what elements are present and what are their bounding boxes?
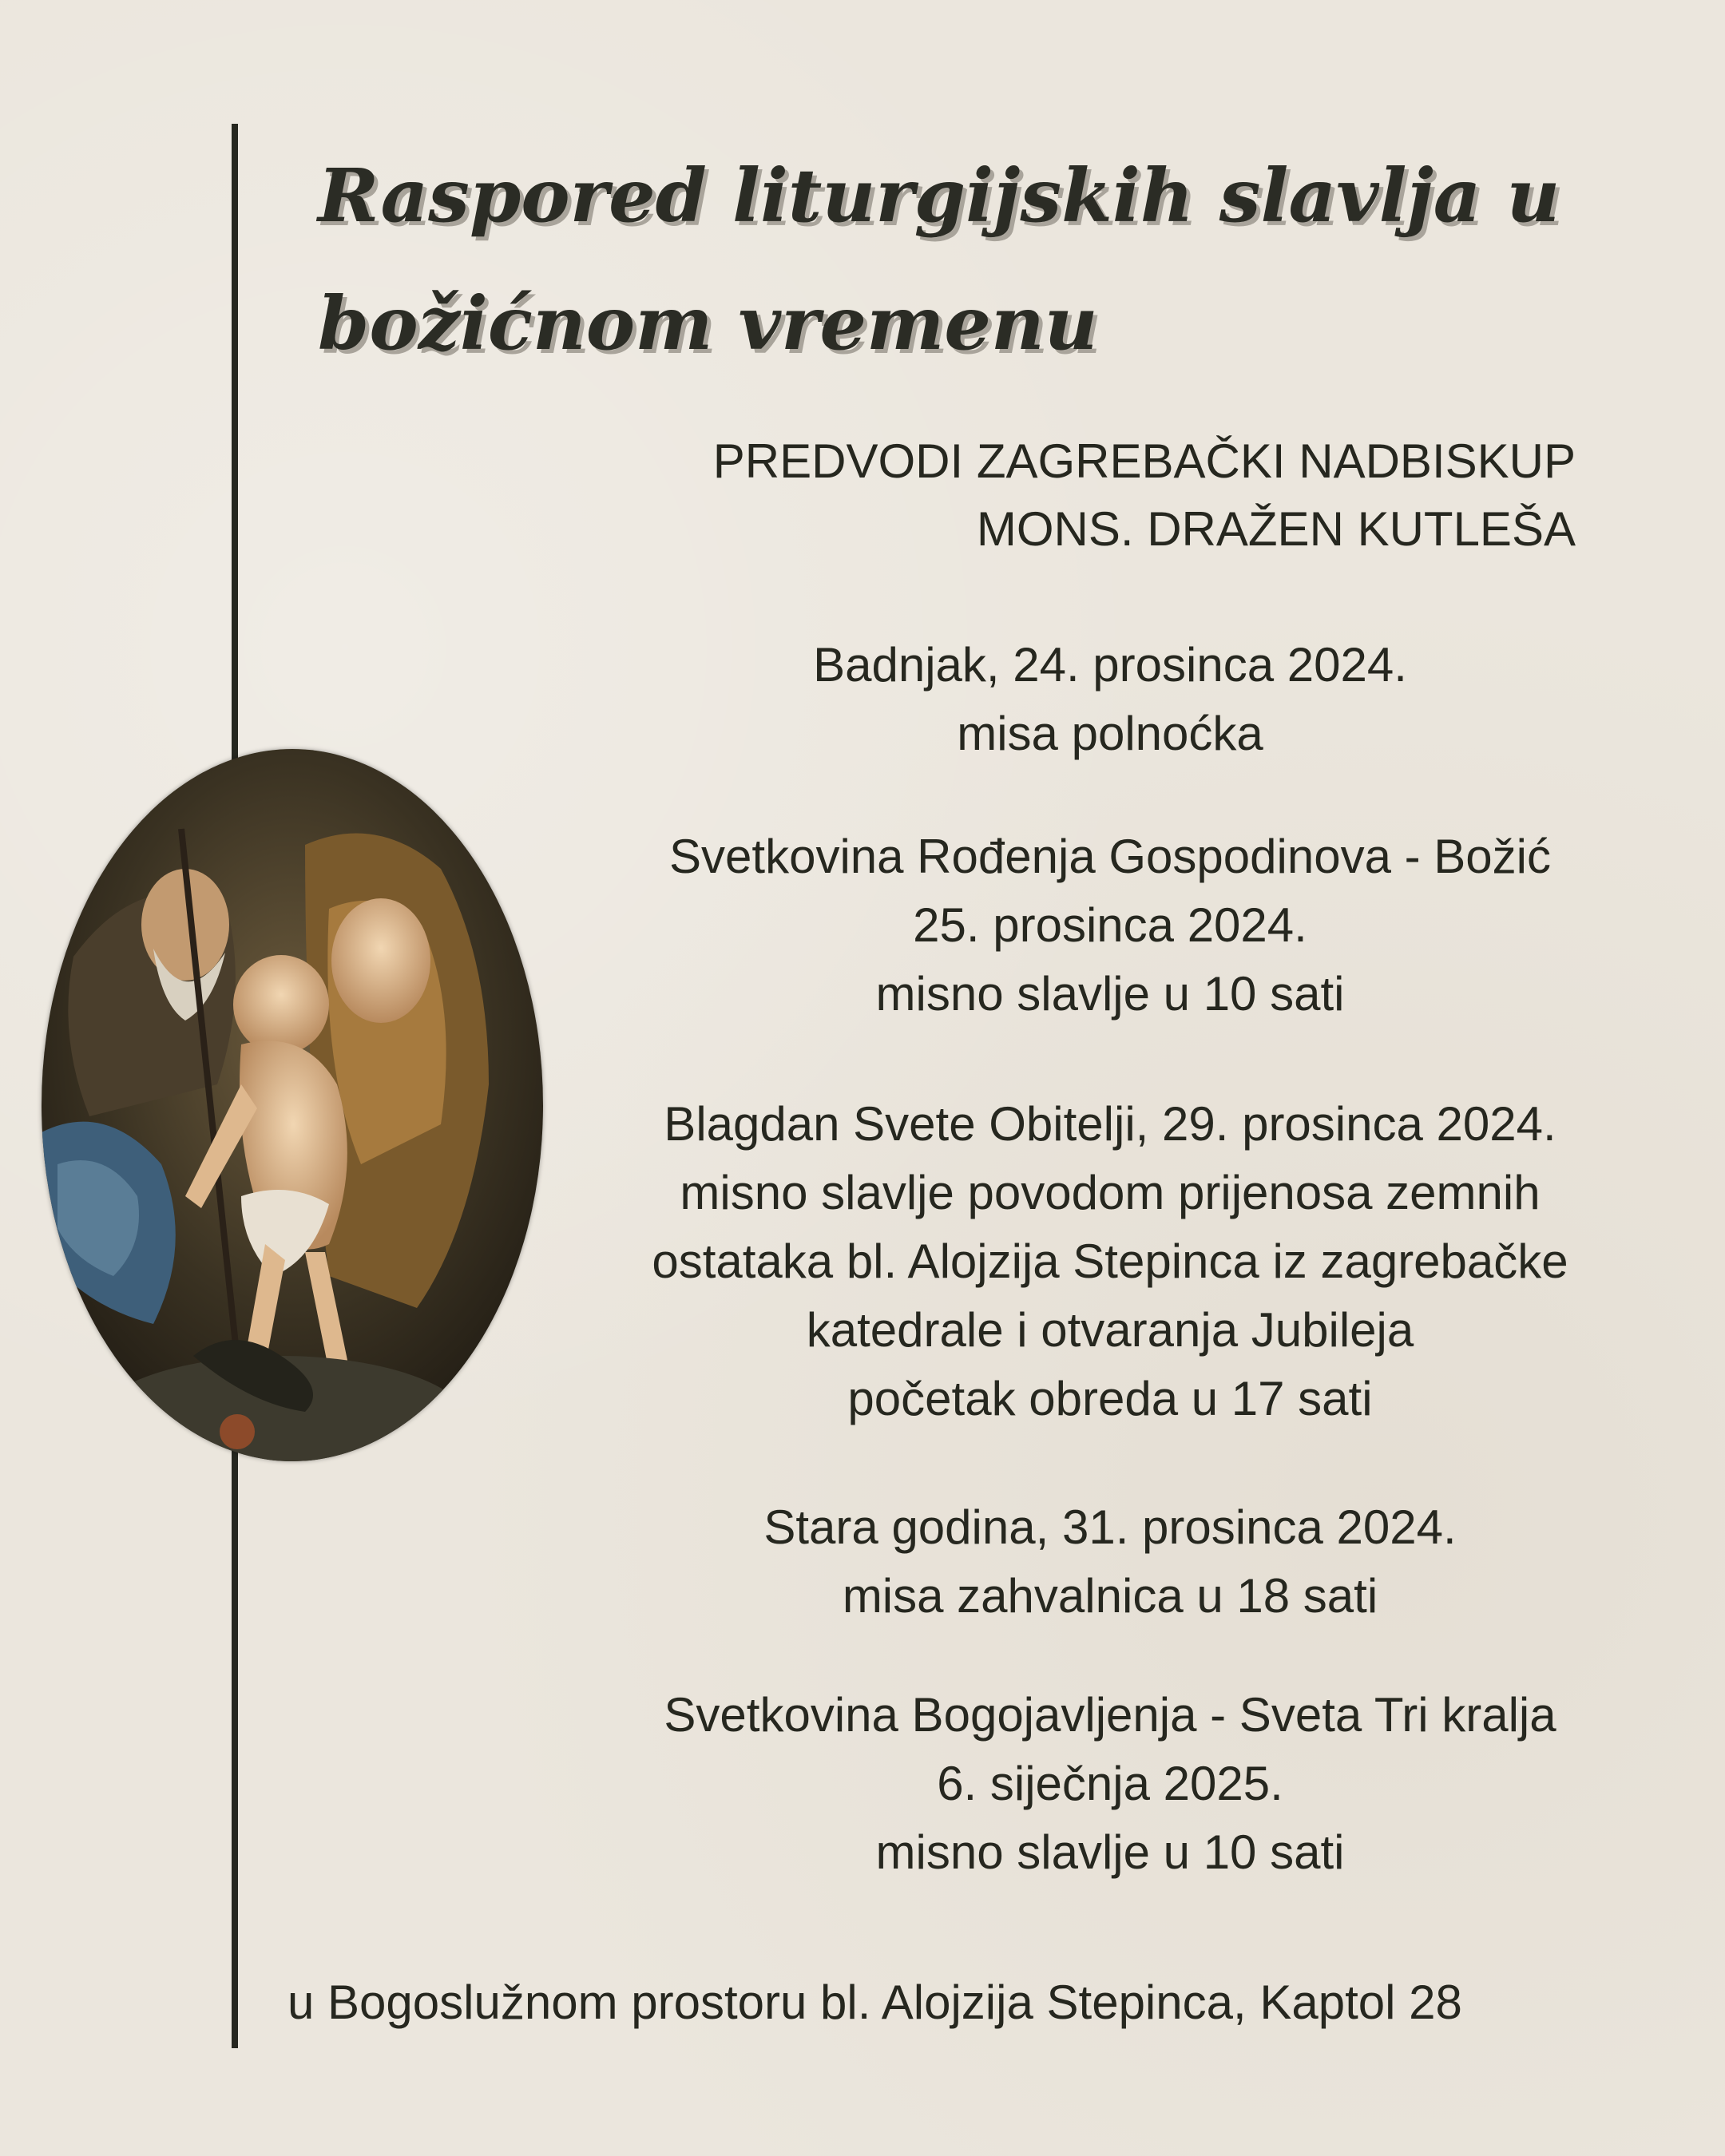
event-line: 25. prosinca 2024. xyxy=(913,898,1307,952)
vertical-rule-bottom xyxy=(232,1429,238,2048)
event-christmas-eve xyxy=(559,631,1661,768)
event-line: misno slavlje povodom prijenosa zemnih xyxy=(680,1166,1541,1219)
event-christmas-day xyxy=(559,822,1661,1028)
event-line: Svetkovina Rođenja Gospodinova - Božić xyxy=(669,830,1551,883)
presider-block xyxy=(713,427,1576,563)
event-line: misa polnoćka xyxy=(957,707,1263,760)
page-title-line-1: Raspored liturgijskih slavlja u xyxy=(318,153,1560,239)
event-holy-family xyxy=(559,1090,1661,1433)
event-line: misno slavlje u 10 sati xyxy=(875,967,1345,1021)
event-line: Badnjak, 24. prosinca 2024. xyxy=(813,638,1407,692)
event-epiphany xyxy=(559,1681,1661,1887)
event-line: Blagdan Svete Obitelji, 29. prosinca 2024. xyxy=(664,1097,1556,1151)
event-line: katedrale i otvaranja Jubileja xyxy=(806,1303,1414,1357)
event-new-years-eve xyxy=(559,1493,1661,1631)
page-title xyxy=(318,132,1628,387)
vertical-rule-top xyxy=(232,124,238,771)
event-line: misa zahvalnica u 18 sati xyxy=(842,1569,1378,1623)
presider-line-1: PREDVODI ZAGREBAČKI NADBISKUP xyxy=(712,434,1576,488)
event-line: misno slavlje u 10 sati xyxy=(875,1825,1345,1879)
event-line: Stara godina, 31. prosinca 2024. xyxy=(763,1500,1457,1554)
page-title-line-2: božićnom vremenu xyxy=(318,280,1098,367)
location-note: u Bogoslužnom prostoru bl. Alojzija Stepinca, Kaptol 28 xyxy=(288,1976,1462,2029)
event-line: Svetkovina Bogojavljenja - Sveta Tri kralja xyxy=(664,1688,1556,1742)
event-line: početak obreda u 17 sati xyxy=(847,1372,1373,1425)
event-line: 6. siječnja 2025. xyxy=(937,1757,1283,1810)
presider-line-2: MONS. DRAŽEN KUTLEŠA xyxy=(976,502,1576,556)
holy-family-painting xyxy=(42,749,543,1461)
holy-family-painting-image xyxy=(42,749,543,1461)
event-line: ostataka bl. Alojzija Stepinca iz zagrebačke xyxy=(652,1235,1568,1288)
